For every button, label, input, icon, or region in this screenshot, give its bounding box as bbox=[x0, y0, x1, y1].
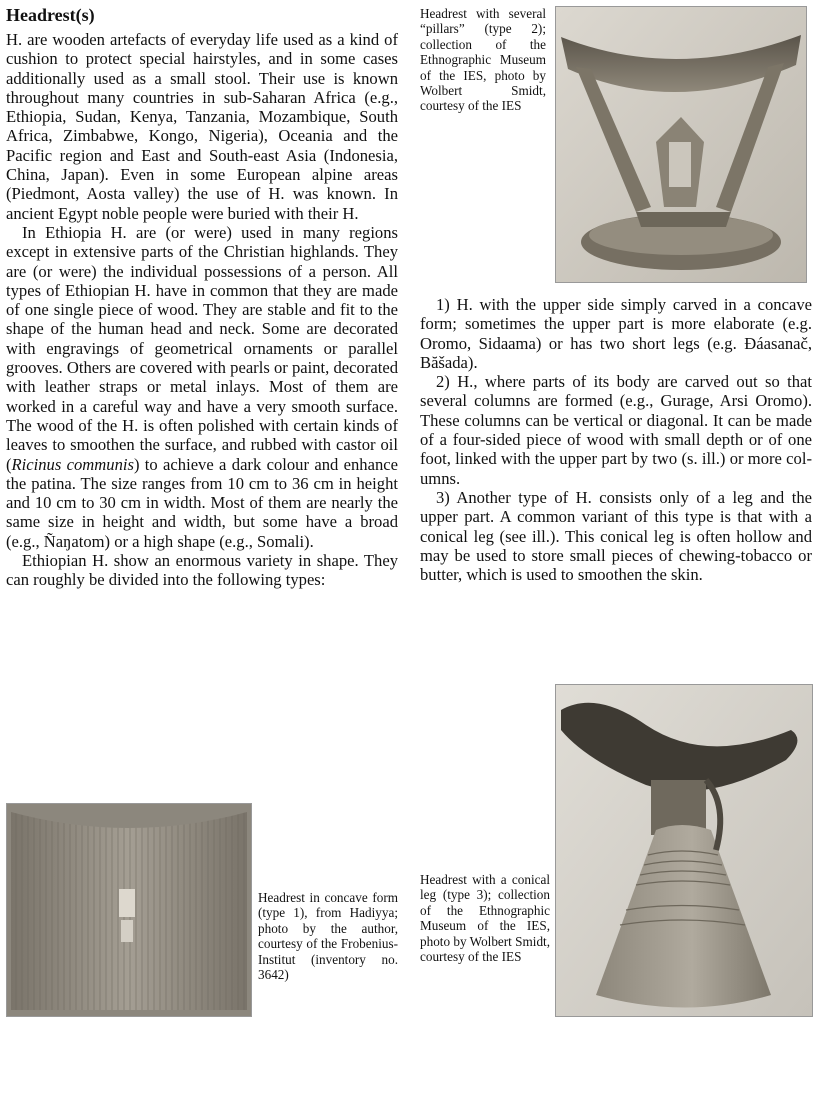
right-column bbox=[420, 295, 812, 584]
paragraph-intro: H. are wooden artefacts of everyday life used as a kind of cushion to protect special hairstyles, and in some cases additionally used as a small stool. Their use is known throughout many countries in sub-Saharan Africa (e.g., Ethiopia, Sudan, Kenya, Tanzania, Mozambique, South Africa, Zimbabwe, Kongo, Nigeria), Oceania and the Pacific region and East and South-east Asia (Indonesia, China, Japan). Even in some European alpine areas (Piedmont, Aosta valley) the use of H. was known. In ancient Egypt noble people were buried with their H. bbox=[6, 30, 398, 223]
caption-pillars: Headrest with several “pillars” (type 2); collection of the Ethnographic Museum of the IES, photo by Wolbert Smidt, courtesy of the IES bbox=[420, 6, 546, 114]
photo-pillars-headrest bbox=[555, 6, 807, 283]
paragraph-ethiopia bbox=[6, 223, 398, 551]
italic-species: Ricinus communis bbox=[11, 454, 134, 474]
paragraph-ethiopia-end: ) to achieve a dark colour and enhance the patina. The size ranges from 10 cm to 36 cm in height and 10 cm to 30 cm in width. Most of them are nearly the same size in height and width, but some have a broad (e.g., Ñaŋatom) or a high shape (e.g., Somali). bbox=[6, 454, 398, 551]
caption-conical: Headrest with a conical leg (type 3); collection of the Ethnographic Museum of the IES, photo by Wolbert Smidt, courtesy of the IES bbox=[420, 872, 550, 965]
article-heading: Headrest(s) bbox=[6, 5, 95, 25]
photo-concave-headrest bbox=[6, 803, 252, 1017]
caption-concave: Headrest in concave form (type 1), from Hadiyya; photo by the author, courtesy of the Frobenius-Institut (inventory no. 3642) bbox=[258, 890, 398, 983]
paragraph-ethiopia-start: In Ethiopia H. are (or were) used in many regions except in extensive parts of the Christian highlands. They are (or were) the individual possessions of a person. All types of Ethiopian H. have in common that they are made of one single piece of wood. They are stable and fit to the shape of the human head and neck. Some are decorated with engravings of geometrical ornaments or parallel grooves. Others are covered with pearls or paint, decorated with leather straps or metal inlays. Most of them are worked in a careful way and have a very smooth surface. The wood of the H. is often polished with certain kinds of leaves to smoothen the surface, and rubbed with castor oil ( bbox=[6, 222, 398, 474]
photo-conical-headrest bbox=[555, 684, 813, 1017]
paragraph-variety: Ethiopian H. show an enormous variety in shape. They can roughly be divided into the following types: bbox=[6, 551, 398, 590]
type-3: 3) Another type of H. consists only of a leg and the upper part. A common variant of this type is that with a conical leg (see ill.). This conical leg is often hollow and may be used to store small pieces of chewing-tobacco or butter, which is used to smoothen the skin. bbox=[420, 487, 812, 585]
type-2: 2) H., where parts of its body are carved out so that several columns are formed (e.g., Gurage, Arsi Oromo). These columns can be vertical or diagonal. It can be made of a four-sided piece of wood with small depth or of one foot, linked with the upper part by two (s. ill.) or more columns. bbox=[420, 372, 812, 488]
type-1: 1) H. with the upper side simply carved in a concave form; sometimes the upper part is more elaborate (e.g. Oromo, Sidaama) or has two short legs (e.g. Đáasanač, Băšada). bbox=[420, 295, 812, 372]
left-column bbox=[6, 4, 398, 590]
